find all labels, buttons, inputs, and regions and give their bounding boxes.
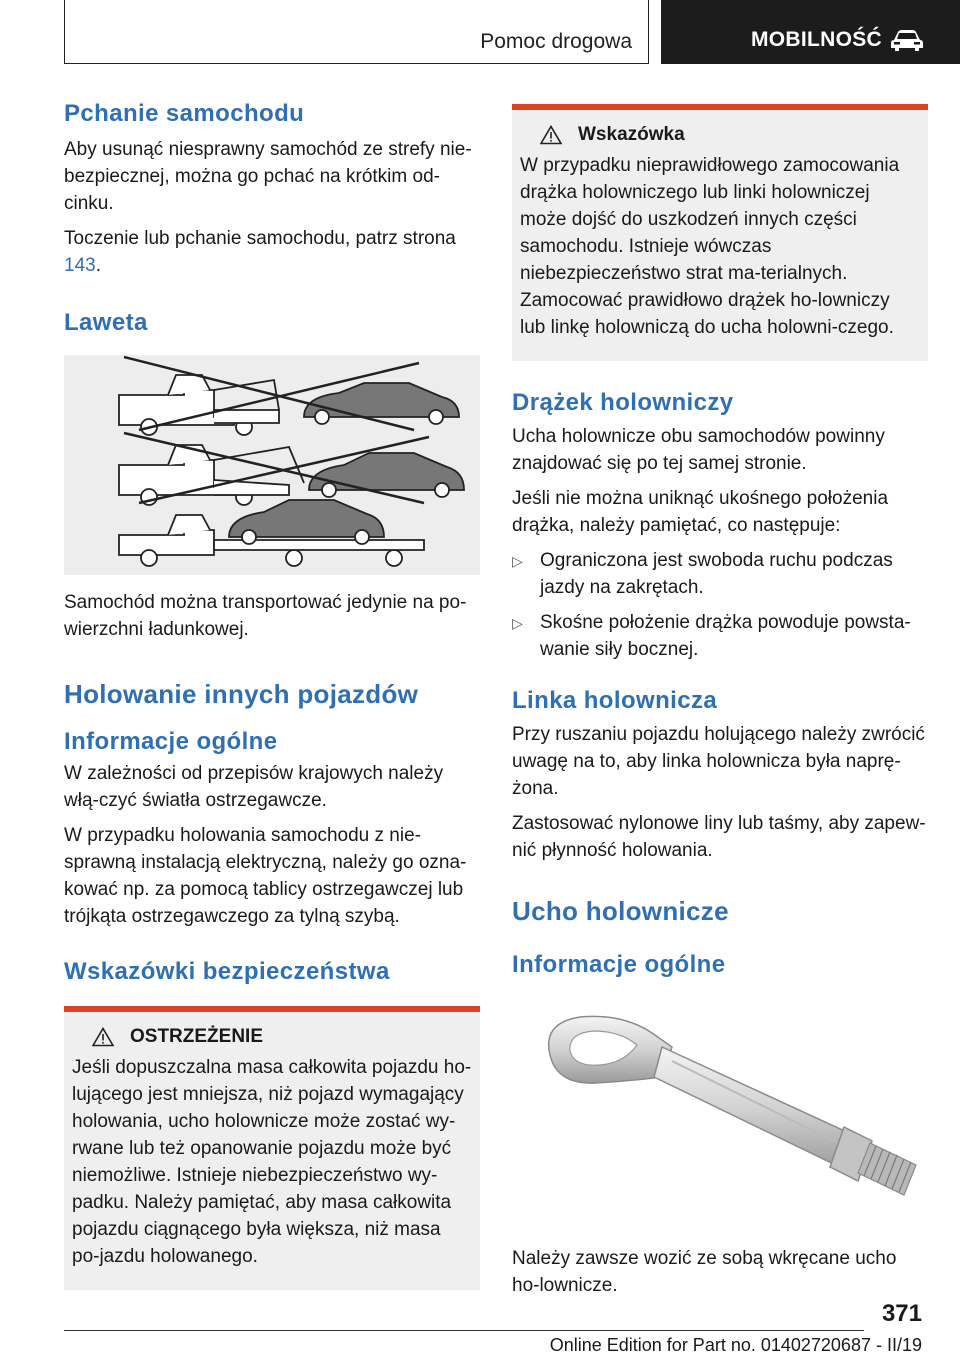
paragraph-bar-2: Jeśli nie można uniknąć ukośnego położenia drążka, należy pamiętać, co następuje: (512, 488, 889, 536)
paragraph-general-2: W przypadku holowania samochodu z nie-sprawną instalacją elektryczną, należy go ozna-kować np. za pomocą tablicy ostrzegawczej lub trójkąta ostrzegawczego za tylną szybą. (64, 825, 467, 927)
paragraph-push-1: Aby usunąć niesprawny samochód ze strefy nie-bezpiecznej, można go pchać na krótkim od-cinku. (64, 139, 472, 214)
paragraph-push-2: Toczenie lub pchanie samochodu, patrz strona 143. (64, 228, 456, 276)
towing-eye-illustration (512, 1003, 928, 1223)
paragraph-general-1: W zależności od przepisów krajowych należy włą-czyć światła ostrzegawcze. (64, 763, 444, 811)
heading-tow-truck: Laweta (64, 309, 148, 336)
page-number: 371 (881, 1300, 922, 1327)
caption-tow-truck: Samochód można transportować jedynie na po-wierzchni ładunkowej. (64, 592, 467, 640)
page-link-143[interactable]: 143 (64, 255, 96, 276)
bullet-triangle-icon: ▷ (512, 615, 523, 631)
heading-tow-rope: Linka holownicza (512, 687, 718, 714)
paragraph-bar-1: Ucha holownicze obu samochodów powinny znajdować się po tej samej stronie. (512, 426, 885, 474)
hint-label: Wskazówka (578, 124, 685, 145)
paragraph-rope-1: Przy ruszaniu pojazdu holującego należy zwrócić uwagę na to, aby linka holownicza była naprę-żona. (512, 724, 925, 799)
heading-safety-tips: Wskazówki bezpieczeństwa (64, 958, 390, 985)
towing-eye-drawing (512, 1003, 928, 1223)
hint-triangle-icon (540, 125, 562, 145)
footer-divider (64, 1330, 864, 1331)
bullet-triangle-icon: ▷ (512, 553, 523, 569)
tow-truck-drawing (64, 355, 480, 575)
warning-label: OSTRZEŻENIE (130, 1026, 264, 1047)
header-chapter-tab (661, 0, 960, 64)
caption-towing-eye: Należy zawsze wozić ze sobą wkręcane ucho ho-lownicze. (512, 1248, 897, 1296)
hint-header (520, 124, 920, 146)
paragraph-rope-2: Zastosować nylonowe liny lub taśmy, aby zapew-nić płynność holowania. (512, 813, 926, 861)
tow-truck-illustration (64, 355, 480, 575)
heading-towing-eye: Ucho holownicze (512, 896, 729, 926)
edition-info: Online Edition for Part no. 01402720687 - II/19 (549, 1335, 922, 1355)
heading-tow-bar: Drążek holowniczy (512, 389, 734, 416)
list-item: ▷ Skośne położenie drążka powoduje powsta-wanie siły bocznej. (512, 609, 928, 663)
warning-box (64, 1006, 480, 1290)
header-section-title: Pomoc drogowa (480, 30, 632, 53)
warning-header (72, 1026, 472, 1048)
header-section-frame (64, 0, 649, 64)
hint-box (512, 104, 928, 361)
header-chapter-label: MOBILNOŚĆ (751, 28, 883, 51)
warning-triangle-icon (92, 1027, 114, 1047)
warning-text: Jeśli dopuszczalna masa całkowita pojazdu ho-lującego jest mniejsza, niż pojazd wymagający holowania, ucho holownicze może zostać wy-rwane lub też opanowanie pojazdu może być niemożliwe. Istnieje niebezpieczeństwo wy-padku. Należy pamiętać, aby masa całkowita pojazdu ciągnącego była większa, niż masa po-jazdu holowanego. (72, 1057, 472, 1267)
heading-towing-others: Holowanie innych pojazdów (64, 679, 419, 709)
right-column (512, 104, 928, 1299)
hint-text: W przypadku nieprawidłowego zamocowania drążka holowniczego lub linki holowniczej może dojść do uszkodzeń innych części samochodu. Istnieje wówczas niebezpieczeństwo strat ma-terialnych. Zamocować prawidłowo drążek ho-lowniczy lub linkę holowniczą do ucha holowni-czego. (520, 155, 900, 338)
heading-eye-general-info: Informacje ogólne (512, 951, 726, 978)
heading-general-info: Informacje ogólne (64, 728, 278, 755)
left-column (64, 100, 480, 1290)
list-item: ▷ Ograniczona jest swoboda ruchu podczas jazdy na zakrętach. (512, 547, 928, 601)
car-icon (889, 28, 925, 52)
heading-push-car: Pchanie samochodu (64, 100, 305, 127)
